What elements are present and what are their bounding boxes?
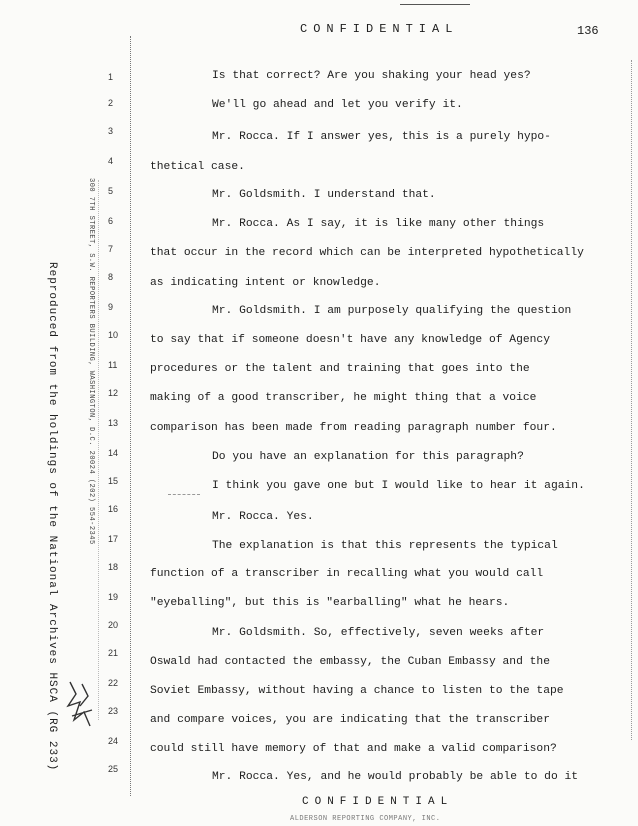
line-number: 24 [108, 736, 119, 746]
transcript-line: and compare voices, you are indicating that the transcriber [150, 714, 550, 726]
top-mark [400, 0, 470, 5]
transcript-line: procedures or the talent and training that goes into the [150, 363, 530, 375]
line-number: 8 [108, 272, 114, 282]
transcript-line: comparison has been made from reading paragraph number four. [150, 422, 557, 434]
reporting-company: ALDERSON REPORTING COMPANY, INC. [290, 815, 441, 823]
line-number: 5 [108, 186, 114, 196]
transcript-line: thetical case. [150, 161, 245, 173]
line-number: 4 [108, 156, 114, 166]
transcript-line: Mr. Goldsmith. I am purposely qualifying the question [212, 305, 572, 317]
transcript-line: function of a transcriber in recalling what you would call [150, 568, 544, 580]
line-number: 1 [108, 72, 114, 82]
line-number: 14 [108, 448, 119, 458]
transcript-line: as indicating intent or knowledge. [150, 277, 381, 289]
transcript-line: "eyeballing", but this is "earballing" what he hears. [150, 597, 510, 609]
line-number: 9 [108, 302, 114, 312]
transcript-line: Is that correct? Are you shaking your head yes? [212, 70, 531, 82]
line-number: 7 [108, 244, 114, 254]
transcript-line: Mr. Rocca. As I say, it is like many other things [212, 218, 545, 230]
line-number: 6 [108, 216, 114, 226]
transcript-line: that occur in the record which can be interpreted hypothetically [150, 247, 584, 259]
line-number: 22 [108, 678, 119, 688]
page-number: 136 [577, 24, 599, 38]
page-header: CONFIDENTIAL [300, 22, 459, 36]
line-number: 20 [108, 620, 119, 630]
transcript-line: Mr. Goldsmith. I understand that. [212, 189, 436, 201]
margin-rule [130, 36, 131, 796]
transcript-line: Soviet Embassy, without having a chance to listen to the tape [150, 685, 564, 697]
line-number: 17 [108, 534, 119, 544]
transcript-line: We'll go ahead and let you verify it. [212, 99, 463, 111]
pencil-mark [168, 494, 200, 495]
line-number: 21 [108, 648, 119, 658]
line-number: 12 [108, 388, 119, 398]
line-number: 11 [108, 360, 118, 370]
archives-reproduction-note: Reproduced from the holdings of the National Archives HSCA (RG 233) [46, 262, 58, 772]
line-number: 19 [108, 592, 119, 602]
reporter-address-note: 300 7TH STREET, S.W. REPORTERS BUILDING, WASHINGTON, D.C. 20024 (202) 554-2345 [87, 178, 95, 545]
handwritten-initials-mark [62, 676, 100, 734]
line-number: 3 [108, 126, 114, 136]
transcript-line: could still have memory of that and make a valid comparison? [150, 743, 557, 755]
line-number: 23 [108, 706, 119, 716]
line-number: 2 [108, 98, 114, 108]
transcript-line: Mr. Rocca. Yes, and he would probably be able to do it [212, 771, 579, 783]
line-number: 13 [108, 418, 119, 428]
line-number: 18 [108, 562, 119, 572]
transcript-line: making of a good transcriber, he might thing that a voice [150, 392, 537, 404]
page-footer: CONFIDENTIAL [302, 796, 454, 808]
transcript-line: to say that if someone doesn't have any knowledge of Agency [150, 334, 550, 346]
line-number: 15 [108, 476, 119, 486]
transcript-line: Mr. Goldsmith. So, effectively, seven weeks after [212, 627, 545, 639]
right-edge-rule [631, 60, 632, 740]
transcript-line: I think you gave one but I would like to hear it again. [212, 480, 585, 492]
transcript-line: Mr. Rocca. If I answer yes, this is a purely hypo- [212, 131, 551, 143]
line-number: 10 [108, 330, 119, 340]
transcript-line: Oswald had contacted the embassy, the Cuban Embassy and the [150, 656, 550, 668]
transcript-line: Mr. Rocca. Yes. [212, 511, 314, 523]
transcript-line: Do you have an explanation for this paragraph? [212, 451, 524, 463]
line-number: 25 [108, 764, 119, 774]
binding-rule [98, 180, 99, 720]
line-number: 16 [108, 504, 119, 514]
transcript-line: The explanation is that this represents the typical [212, 540, 558, 552]
